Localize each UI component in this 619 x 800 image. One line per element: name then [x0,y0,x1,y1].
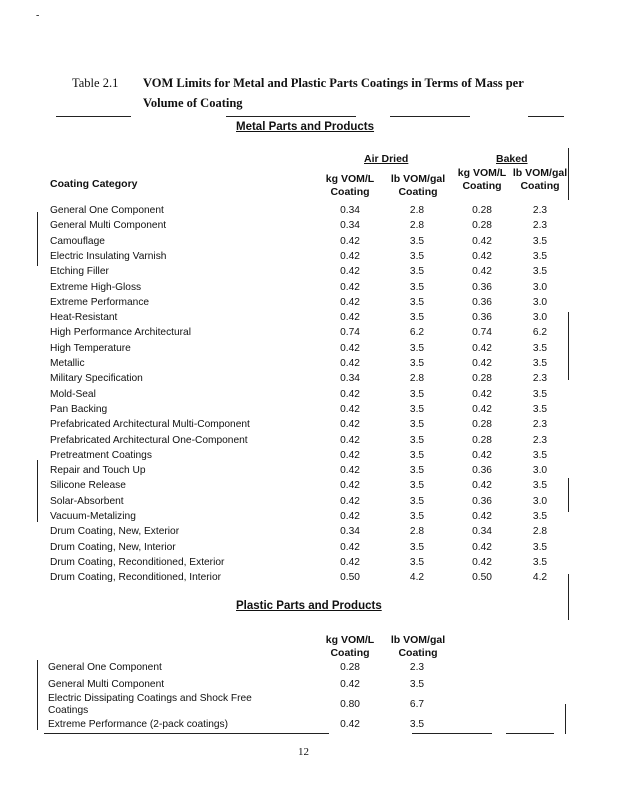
row-value: 0.42 [472,250,492,262]
row-name: Solar-Absorbent [50,495,124,507]
row-value: 2.3 [532,373,548,385]
row-name: Heat-Resistant [50,312,118,324]
row-value: 0.42 [472,511,492,522]
row-value: 0.42 [472,449,492,461]
table-row [0,312,619,327]
row-value: 3.5 [532,480,548,492]
row-value: 2.8 [409,373,425,385]
row-value: 3.5 [409,296,425,308]
table-row [0,496,619,511]
row-value: 2.3 [532,434,548,446]
col-header-4: lb VOM/gal Coating [512,167,568,192]
row-value: 3.5 [409,235,425,247]
row-value: 0.34 [340,526,360,538]
row-value: 2.8 [409,526,425,538]
table-row [0,435,619,450]
row-value: 3.5 [409,434,425,446]
table-row [0,662,619,677]
table-row [0,450,619,465]
rule-line [528,116,564,117]
plastic-section-title: Plastic Parts and Products [236,600,382,612]
table-row [0,236,619,251]
row-value: 0.42 [340,403,360,415]
row-name: Metallic [50,358,85,369]
row-value: 0.74 [340,327,360,339]
row-value: 0.42 [340,235,360,247]
row-value: 2.3 [532,205,548,216]
row-value: 0.42 [340,556,360,568]
row-value: 3.5 [409,511,425,522]
table-row [0,526,619,541]
row-name: Drum Coating, Reconditioned, Interior [50,572,222,584]
table-row [0,297,619,312]
row-value: 0.42 [340,449,360,461]
row-value: 0.42 [472,388,492,400]
row-value: 3.5 [409,541,425,553]
table-row [0,282,619,297]
row-value: 6.7 [409,699,425,710]
row-value: 0.80 [340,699,360,710]
row-value: 6.2 [409,327,425,339]
row-name: General Multi Component [50,220,167,232]
table-title-line2: Volume of Coating [143,96,243,110]
row-value: 0.74 [472,327,492,339]
table-row [0,719,619,734]
row-value: 3.5 [532,541,548,553]
row-value: 2.3 [532,419,548,431]
table-row [0,557,619,572]
table-row [0,465,619,480]
row-value: 0.34 [340,220,360,232]
table-row [0,205,619,220]
row-value: 2.3 [532,220,548,232]
row-value: 2.8 [532,526,548,538]
row-value: 0.42 [340,266,360,278]
row-value: 0.28 [472,419,492,431]
margin-mark [568,148,569,200]
row-value: 3.0 [532,281,548,293]
plastic-col-header-1: kg VOM/L Coating [325,634,375,659]
row-value: 3.5 [409,312,425,324]
row-name: Mold-Seal [50,388,96,400]
margin-mark [568,574,569,620]
row-value: 3.5 [532,449,548,461]
rule-line [412,733,492,734]
row-value: 0.36 [472,495,492,507]
row-value: 3.0 [532,312,548,324]
row-value: 3.5 [409,556,425,568]
row-value: 3.5 [409,403,425,415]
row-value: 0.28 [472,205,492,216]
row-value: 0.50 [340,572,360,584]
row-value: 2.8 [409,205,425,216]
rule-line [506,733,554,734]
coating-category-header: Coating Category [50,178,138,190]
table-row [0,343,619,358]
table-row [0,404,619,419]
row-name: Silicone Release [50,480,126,492]
row-value: 3.5 [532,556,548,568]
table-row [0,251,619,266]
row-value: 3.5 [532,403,548,415]
page-number: 12 [298,746,309,758]
table-row [0,373,619,388]
air-dried-header: Air Dried [364,153,409,165]
row-value: 0.50 [472,572,492,584]
row-value: 3.5 [532,250,548,262]
row-name: Extreme Performance [50,296,150,308]
row-value: 3.5 [409,495,425,507]
row-name: Prefabricated Architectural One-Component [50,434,248,446]
plastic-col-header-2: lb VOM/gal Coating [390,634,446,659]
margin-mark [568,478,569,512]
table-row [0,542,619,557]
row-value: 0.42 [340,434,360,446]
row-value: 3.0 [532,296,548,308]
row-value: 3.5 [409,281,425,293]
row-name: Camouflage [50,235,105,247]
margin-mark [37,212,38,266]
row-value: 0.42 [472,235,492,247]
table-row [0,693,619,719]
row-value: 0.36 [472,312,492,324]
row-value: 0.42 [340,296,360,308]
row-value: 3.5 [532,358,548,369]
row-value: 3.5 [409,465,425,477]
row-name: Prefabricated Architectural Multi-Component [50,419,250,431]
table-row [0,480,619,495]
col-header-3: kg VOM/L Coating [457,167,507,192]
table-row [0,327,619,342]
table-title-line1: VOM Limits for Metal and Plastic Parts Coatings in Terms of Mass per [143,76,524,90]
row-value: 0.42 [472,556,492,568]
row-name: General One Component [48,662,162,673]
row-value: 0.42 [340,342,360,354]
row-value: 0.42 [340,480,360,492]
row-value: 3.5 [409,679,425,690]
row-value: 3.5 [532,342,548,354]
row-name: High Performance Architectural [50,327,191,339]
row-value: 0.36 [472,281,492,293]
row-value: 0.28 [472,434,492,446]
row-value: 3.5 [409,266,425,278]
table-row [0,358,619,373]
margin-mark [37,460,38,522]
row-name: Military Specification [50,373,143,385]
row-value: 0.34 [340,205,360,216]
row-value: 0.34 [472,526,492,538]
page-marker: - [36,10,40,21]
row-value: 2.3 [409,662,425,673]
row-value: 3.5 [532,266,548,278]
row-value: 2.8 [409,220,425,232]
row-name: High Temperature [50,342,131,354]
row-value: 0.42 [340,495,360,507]
row-value: 0.42 [472,342,492,354]
table-row [0,511,619,526]
col-header-1: kg VOM/L Coating [325,173,375,198]
row-value: 0.42 [340,679,360,690]
row-name: Extreme High-Gloss [50,281,142,293]
row-value: 0.42 [472,403,492,415]
row-value: 0.42 [340,312,360,324]
row-value: 0.42 [472,266,492,278]
row-name: Repair and Touch Up [50,465,146,477]
row-value: 0.42 [340,465,360,477]
metal-section-title: Metal Parts and Products [236,121,375,133]
row-name: Drum Coating, New, Interior [50,541,176,553]
margin-mark [568,312,569,380]
row-value: 3.5 [409,419,425,431]
row-name: General One Component [50,205,164,216]
rule-line [56,116,131,117]
row-value: 0.42 [340,388,360,400]
row-value: 3.5 [409,449,425,461]
row-name: Etching Filler [50,266,109,278]
row-value: 3.5 [409,342,425,354]
row-value: 0.42 [340,541,360,553]
baked-header: Baked [496,153,528,165]
row-value: 3.5 [532,235,548,247]
row-value: 3.5 [532,388,548,400]
row-value: 3.5 [409,358,425,369]
row-value: 0.42 [340,250,360,262]
row-name: Extreme Performance (2-pack coatings) [48,719,229,730]
row-value: 0.42 [472,541,492,553]
col-header-2: lb VOM/gal Coating [390,173,446,198]
row-value: 0.42 [340,281,360,293]
row-value: 0.42 [340,719,360,730]
row-value: 4.2 [409,572,425,584]
row-name: Drum Coating, New, Exterior [50,526,180,538]
rule-line [44,733,329,734]
rule-line [226,116,356,117]
row-value: 0.34 [340,373,360,385]
row-name: Pan Backing [50,403,108,415]
row-name: Electric Dissipating Coatings and Shock Free Coatings [48,693,252,716]
table-row [0,266,619,281]
row-value: 0.28 [472,220,492,232]
rule-line [390,116,470,117]
row-value: 6.2 [532,327,548,339]
row-value: 0.42 [340,511,360,522]
row-name: General Multi Component [48,679,165,690]
row-value: 0.28 [472,373,492,385]
row-value: 0.42 [340,419,360,431]
row-name: Pretreatment Coatings [50,449,152,461]
row-name: Electric Insulating Varnish [50,250,167,262]
row-value: 0.42 [472,480,492,492]
row-value: 3.5 [409,388,425,400]
row-value: 4.2 [532,572,548,584]
table-row [0,389,619,404]
row-value: 3.5 [409,250,425,262]
row-value: 0.28 [340,662,360,673]
table-number: Table 2.1 [72,76,119,90]
row-name: Vacuum-Metalizing [50,511,136,522]
row-name: Drum Coating, Reconditioned, Exterior [50,556,225,568]
table-row [0,220,619,235]
row-value: 0.42 [340,358,360,369]
row-value: 3.0 [532,465,548,477]
table-row [0,572,619,587]
table-row [0,679,619,694]
row-value: 0.36 [472,465,492,477]
row-value: 3.5 [409,719,425,730]
row-value: 0.42 [472,358,492,369]
row-value: 3.5 [409,480,425,492]
row-value: 3.5 [532,511,548,522]
table-row [0,419,619,434]
row-value: 0.36 [472,296,492,308]
row-value: 3.0 [532,495,548,507]
